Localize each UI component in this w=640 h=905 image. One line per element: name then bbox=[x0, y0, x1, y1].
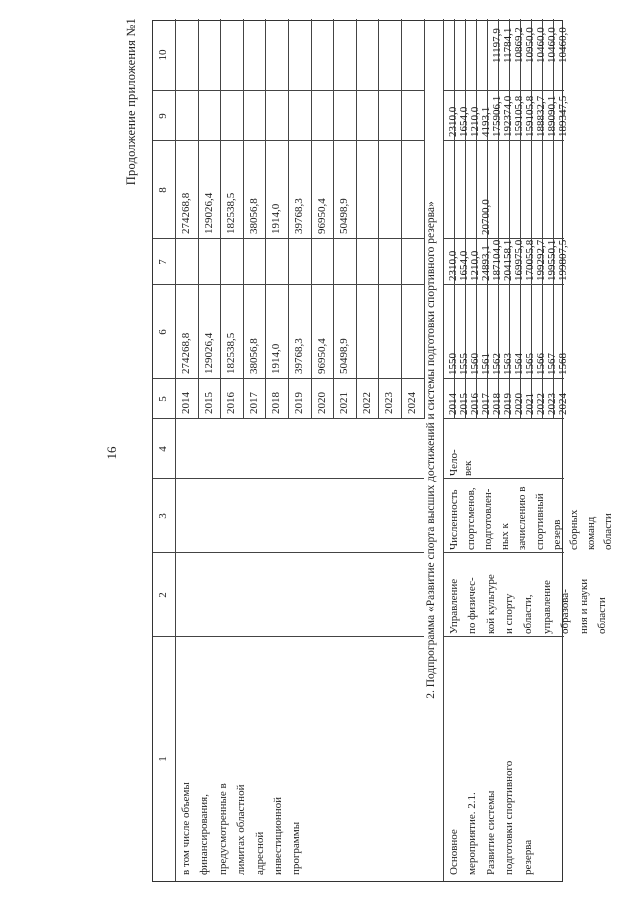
block2-year: 2021 bbox=[523, 393, 536, 415]
block1-year: 2021 bbox=[338, 392, 351, 414]
block1-year: 2020 bbox=[315, 392, 328, 414]
column-rule bbox=[153, 478, 424, 479]
column-rule bbox=[153, 284, 424, 285]
block2-regional-value: 189347,5 bbox=[556, 95, 569, 137]
block1-regional-value: 50498,9 bbox=[338, 198, 351, 234]
block2-year: 2023 bbox=[545, 393, 558, 415]
block1-total-value: 96950,4 bbox=[315, 338, 328, 374]
column-header-6: 6 bbox=[157, 329, 169, 335]
block1-regional-value: 39768,3 bbox=[293, 198, 305, 234]
block2-indicator-line: спортсменов, bbox=[464, 487, 477, 550]
block2-responsible-line: кой культуре bbox=[484, 574, 497, 634]
block2-indicator-value: 1567 bbox=[545, 353, 558, 375]
column-header-8: 8 bbox=[157, 187, 169, 193]
block2-total-value: 24893,1 bbox=[479, 245, 492, 281]
row-rule bbox=[401, 19, 402, 419]
block2-other-value: 10460,0 bbox=[545, 27, 558, 63]
row-rule bbox=[265, 19, 266, 419]
block1-regional-value: 38056,8 bbox=[247, 198, 260, 234]
block2-indicator-value: 1565 bbox=[523, 353, 536, 375]
column-header-2: 2 bbox=[157, 592, 169, 598]
block2-regional-value: 1210,0 bbox=[468, 106, 481, 137]
block2-other-value: 11197,9 bbox=[490, 28, 503, 63]
block2-indicator-line: сборных bbox=[568, 509, 580, 550]
block1-year: 2016 bbox=[225, 392, 238, 414]
block1-regional-value: 129026,4 bbox=[202, 192, 215, 234]
column-rule bbox=[153, 552, 424, 553]
block2-total-value: 169975,0 bbox=[512, 239, 525, 281]
block2-regional-value: 189090,1 bbox=[545, 95, 558, 137]
block2-unit-line: век bbox=[461, 460, 474, 476]
block2-description-line: Развитие системы bbox=[484, 790, 497, 875]
block2-description-line: Основное bbox=[447, 829, 460, 875]
row-rule bbox=[333, 19, 334, 419]
block2-total-value: 2310,0 bbox=[446, 250, 459, 281]
block2-regional-value: 1654,0 bbox=[457, 106, 470, 137]
column-rule bbox=[153, 238, 424, 239]
column-header-5: 5 bbox=[157, 396, 169, 402]
block2-responsible-line: по физичес- bbox=[466, 577, 479, 634]
block1-description-line: в том числе объемы bbox=[180, 782, 192, 875]
block2-indicator-line: области bbox=[602, 513, 615, 550]
block2-indicator-value: 1550 bbox=[446, 353, 459, 375]
block2-regional-value: 175906,1 bbox=[490, 95, 503, 137]
row-rule bbox=[311, 19, 312, 419]
column-rule bbox=[153, 378, 424, 379]
block1-description-line: адресной bbox=[253, 831, 266, 875]
subprogram-title: 2. Подпрограмма «Развитие спорта высших достижений и системы подготовки спортивного резерва» bbox=[424, 201, 437, 699]
block1-regional-value: 96950,4 bbox=[315, 198, 328, 234]
block2-indicator-line: подготовлен- bbox=[482, 488, 494, 550]
block2-total-value: 199807,5 bbox=[556, 239, 569, 281]
block1-year: 2017 bbox=[247, 392, 260, 414]
block1-total-value: 50498,9 bbox=[338, 338, 351, 374]
row-rule bbox=[378, 19, 379, 419]
row-rule bbox=[220, 19, 221, 419]
column-header-9: 9 bbox=[157, 113, 169, 119]
row-rule bbox=[288, 19, 289, 419]
column-rule bbox=[443, 478, 564, 479]
block1-description-line: программы bbox=[290, 821, 303, 875]
block2-indicator-line: резерв bbox=[550, 519, 563, 550]
block2-year: 2017 bbox=[479, 393, 492, 415]
block1-total-value: 1914,0 bbox=[270, 343, 283, 374]
block2-year: 2022 bbox=[534, 393, 547, 415]
block2-indicator-value: 1568 bbox=[556, 353, 569, 375]
block2-unit-line: Чело- bbox=[447, 449, 460, 476]
column-rule bbox=[443, 378, 564, 379]
column-rule bbox=[443, 140, 564, 141]
block1-total-value: 274268,8 bbox=[180, 332, 192, 374]
block2-total-value: 1210,0 bbox=[468, 250, 481, 281]
column-rule bbox=[153, 636, 424, 637]
block1-year: 2015 bbox=[202, 392, 215, 414]
page-number: 16 bbox=[104, 446, 119, 460]
block2-responsible-line: области, bbox=[522, 594, 534, 634]
block1-year: 2018 bbox=[270, 392, 283, 414]
block2-total-value: 204158,1 bbox=[501, 239, 514, 281]
block2-indicator-value: 1563 bbox=[501, 353, 514, 375]
row-rule bbox=[356, 19, 357, 419]
row-rule bbox=[243, 19, 244, 419]
block2-indicator-value: 1561 bbox=[479, 353, 492, 375]
block1-description-line: лимитах областной bbox=[235, 784, 248, 875]
block1-description-line: предусмотренные в bbox=[216, 783, 229, 875]
block1-total-value: 182538,5 bbox=[225, 332, 238, 374]
block1-regional-value: 274268,8 bbox=[180, 192, 192, 234]
block2-description-line: мероприятие. 2.1. bbox=[466, 792, 479, 875]
subprogram-rule bbox=[443, 19, 444, 881]
column-rule bbox=[153, 418, 424, 419]
block2-indicator-line: Численность bbox=[447, 489, 460, 550]
block2-regional-value: 188832,7 bbox=[534, 95, 547, 137]
block2-total-value: 187104,0 bbox=[490, 239, 503, 281]
block2-total-value: 199292,7 bbox=[534, 239, 547, 281]
block1-total-value: 39768,3 bbox=[293, 338, 305, 374]
block2-indicator-line: команд bbox=[585, 516, 598, 550]
block2-regional-value: 4193,1 bbox=[479, 106, 492, 137]
column-rule bbox=[443, 90, 564, 91]
row-rule bbox=[198, 19, 199, 419]
block1-description-line: инвестиционной bbox=[272, 796, 284, 875]
column-rule bbox=[443, 552, 564, 553]
block2-other-value: 10950,0 bbox=[523, 27, 536, 63]
block1-regional-value: 1914,0 bbox=[270, 203, 283, 234]
block2-responsible-line: области bbox=[596, 597, 609, 634]
column-header-7: 7 bbox=[157, 259, 169, 265]
block2-responsible-line: управление bbox=[540, 580, 553, 634]
block1-regional-value: 182538,5 bbox=[225, 192, 238, 234]
column-header-10: 10 bbox=[157, 49, 169, 61]
block2-indicator-value: 1555 bbox=[457, 353, 470, 375]
block2-total-value: 1654,0 bbox=[457, 250, 470, 281]
block2-other-value: 11784,1 bbox=[501, 27, 514, 63]
block1-year: 2014 bbox=[180, 392, 192, 414]
block2-year: 2024 bbox=[556, 393, 569, 415]
block2-description-line: резерва bbox=[522, 839, 534, 875]
block2-other-value: 10460,0 bbox=[556, 27, 569, 63]
column-header-3: 3 bbox=[157, 513, 169, 519]
column-header-1: 1 bbox=[157, 756, 169, 762]
block2-year: 2014 bbox=[446, 393, 459, 415]
column-rule bbox=[153, 90, 424, 91]
block2-indicator-line: ных к bbox=[499, 523, 512, 550]
block2-other-value: 10460,0 bbox=[534, 27, 547, 63]
block2-indicator-value: 1564 bbox=[512, 353, 525, 375]
block2-indicator-value: 1560 bbox=[468, 353, 481, 375]
column-rule bbox=[443, 636, 564, 637]
block2-responsible-line: ния и науки bbox=[577, 578, 590, 634]
block2-indicator-line: спортивный bbox=[533, 493, 546, 550]
block1-year: 2023 bbox=[383, 392, 396, 414]
block2-federal-value: 20700,0 bbox=[479, 199, 492, 235]
block1-total-value: 129026,4 bbox=[202, 332, 215, 374]
block2-regional-value: 2310,0 bbox=[446, 106, 459, 137]
block2-year: 2020 bbox=[512, 393, 525, 415]
column-rule bbox=[443, 284, 564, 285]
block2-responsible-line: и спорту bbox=[503, 593, 516, 634]
block1-description-line: финансирования, bbox=[198, 794, 211, 875]
block2-indicator-value: 1562 bbox=[490, 353, 503, 375]
block2-total-value: 199550,1 bbox=[545, 239, 558, 281]
block2-year: 2019 bbox=[501, 393, 514, 415]
block2-regional-value: 159105,8 bbox=[523, 95, 536, 137]
block2-indicator-line: зачислению в bbox=[516, 486, 529, 550]
block1-year: 2024 bbox=[406, 392, 418, 414]
column-header-4: 4 bbox=[157, 446, 169, 452]
block2-other-value: 10869,2 bbox=[512, 27, 525, 63]
block2-regional-value: 192374,0 bbox=[501, 95, 514, 137]
rotated-page-content bbox=[124, 10, 615, 890]
block1-year: 2019 bbox=[293, 392, 305, 414]
block2-year: 2016 bbox=[468, 393, 481, 415]
budget-table bbox=[152, 20, 615, 882]
block2-year: 2015 bbox=[457, 393, 470, 415]
block2-year: 2018 bbox=[490, 393, 503, 415]
block2-responsible-line: Управление bbox=[447, 578, 460, 634]
appendix-title: Продолжение приложения №1 bbox=[124, 18, 138, 186]
column-rule bbox=[443, 418, 564, 419]
header-rule bbox=[175, 19, 176, 881]
block2-total-value: 170055,8 bbox=[523, 239, 536, 281]
block2-description-line: подготовки спортивного bbox=[503, 760, 516, 875]
column-rule bbox=[153, 140, 424, 141]
block2-responsible-line: образова- bbox=[559, 589, 572, 634]
block1-year: 2022 bbox=[360, 392, 373, 414]
block2-regional-value: 159105,8 bbox=[512, 95, 525, 137]
block2-indicator-value: 1566 bbox=[534, 353, 547, 375]
block1-total-value: 38056,8 bbox=[247, 338, 260, 374]
